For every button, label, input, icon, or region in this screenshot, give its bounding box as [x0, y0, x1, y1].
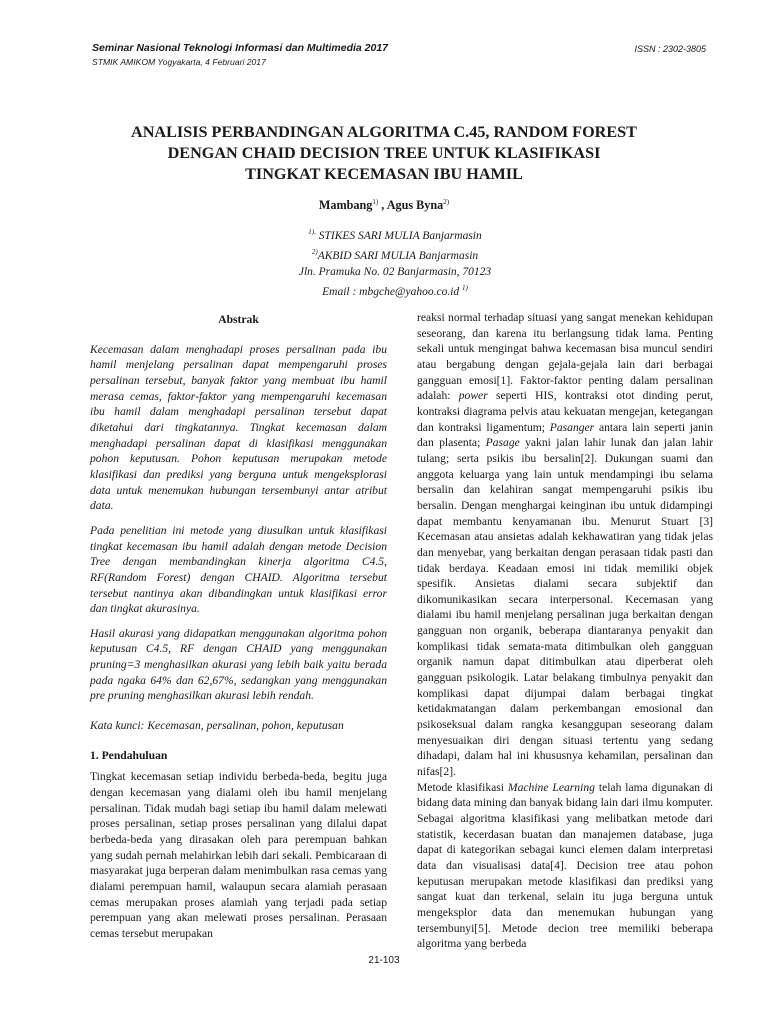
- intro-paragraph: Tingkat kecemasan setiap individu berbeda-beda, begitu juga dengan kecemasan yang dialami oleh ibu hamil menjelang persalinan. Tidak mudah bagi setiap ibu hamil dalam melewati proses persalinan, setiap proses persalinan yang dilalui dapat berbeda-beda yang dirasakan oleh para perempuan bahkan yang sudah pernah melahirkan lebih dari sekali. Pembicaraan di masyarakat juga berperan dalam menimbulkan rasa cemas yang dialami perempuan hamil, walaupun secara alamiah perasaan cemas merupakan proses alamiah yang terjadi pada setiap perempuan yang akan melewati proses persalinan. Perasaan cemas tersebut merupakan: [90, 770, 387, 940]
- keywords: [90, 718, 387, 734]
- author-separator: ,: [378, 198, 387, 213]
- affiliation-email: Email : mbgche@yahoo.co.id $^{1)}$: [322, 283, 468, 298]
- body-paragraph-2: Metode klasifikasi Machine Learning telah lama digunakan di bidang data mining dan banyak bidang lain dari ilmu komputer. Sebagai algoritma klasifikasi yang melibatkan metode dari statistik, kecerdasan buatan dan manajemen database, juga dapat di kategorikan sebagai kunci elemen dalam interpretasi data dan visualisasi data[4]. Decision tree atau pohon keputusan merupakan metode klasifikasi dan prediksi yang sangat kuat dan terkenal, selain itu juga berguna untuk mengeksplor data dan menemukan hubungan yang tersembunyi[5]. Metode decion tree memiliki beberapa algoritma yang berbeda: [417, 780, 713, 951]
- page-number: 21-103: [368, 955, 400, 966]
- title-line-1: ANALISIS PERBANDINGAN ALGORITMA C.45, RANDOM FOREST: [131, 123, 637, 141]
- left-column: [90, 310, 387, 942]
- affiliation-line-1: $^{1),}$ STIKES SARI MULIA Banjarmasin: [308, 228, 482, 242]
- section-heading: 1. Pendahuluan: [90, 748, 168, 762]
- author-1: Mambang: [318, 198, 373, 213]
- title-line-2: DENGAN CHAID DECISION TREE UNTUK KLASIFIKASI: [167, 144, 601, 162]
- conference-venue: STMIK AMIKOM Yogyakarta, 4 Februari 2017: [92, 57, 266, 67]
- conference-name: Seminar Nasional Teknologi Informasi dan Multimedia 2017: [92, 42, 389, 54]
- issn: ISSN : 2302-3805: [634, 44, 706, 54]
- keywords-label: Kata kunci:: [90, 719, 145, 733]
- affiliations: [0, 224, 768, 299]
- body-paragraph-1: reaksi normal terhadap situasi yang sangat menekan kehidupan seseorang, dan karena itu berlangsung tidak lama. Penting sekali untuk mengingat bahwa kecemasan bisa muncul sendiri atau bergabung dengan gejala-gejala lain dari berbagai gangguan emosi[1]. Faktor-faktor penting dalam persalinan adalah: power seperti HIS, kontraksi otot dinding perut, kontraksi diagrama pelvis atau kekuatan mengejan, ketegangan dan kontraksi ligamentum; Pasanger antara lain seperti janin dan plasenta; Pasage yakni jalan lahir lunak dan jalan lahir tulang; serta psikis ibu bersalin[2]. Dukungan suami dan anggota keluarga yang lain untuk mendampingi ibu selama bersalin dan kelahiran sangat mempengaruhi psikis ibu bersalin. Dengan menghargai keinginan ibu untuk didampingi dapat membantu kenyamanan ibu. Menurut Stuart [3] Kecemasan atau ansietas adalah kekhawatiran yang tidak jelas dan menyebar, yang berkaitan dengan perasaan tidak pasti dan tidak berdaya. Keadaan emosi ini tidak memiliki objek spesifik. Ansietas dialami secara subjektif dan dikomunikasikan secara interpersonal. Kecemasan yang dialami ibu hamil menjelang persalinan juga berkaitan dengan gangguan non organik, beberapa diantaranya penyakit dan komplikasi tidak semata-mata ditimbulkan oleh gangguan organik namun dapat ditimbulkan atau diperberat oleh gangguan psikologik. Latar belakang timbulnya penyakit dan komplikasi dapat dijumpai dalam berbagai tingkat ketidakmatangan dalam perkembangan emosional dan psikoseksual dalam rangka kesanggupan seseorang dalam menyesuaikan diri dengan situasi tertentu yang sedang dihadapi, dalam hal ini khususnya kehamilan, persalinan dan nifas[2].: [417, 311, 713, 779]
- abstract-heading: Abstrak: [218, 313, 259, 326]
- authors: [0, 198, 768, 213]
- abstract-paragraph-1: Kecemasan dalam menghadapi proses persalinan pada ibu hamil menjelang persalinan dapat mempengaruhi proses persalinan tersebut, banyak faktor yang membuat ibu hamil merasa cemas, faktor-faktor yang mempengaruhi kecemasan ibu hamil dalam menghadapi persalinan tersebut dapat diketahui dari tingkatannya. Tingkat kecemasan dalam menghadapi persalinan dapat di klasifikasi menggunakan pohon keputusan. Pohon keputusan merupakan metode klasifikasi dan prediksi yang berguna untuk mengeksplorasi data untuk menemukan hubungan tersembunyi antar atribut data.: [90, 342, 387, 513]
- title-line-3: TINGKAT KECEMASAN IBU HAMIL: [245, 165, 523, 183]
- running-header: [92, 42, 388, 67]
- right-column: [417, 310, 713, 952]
- keywords-list: Kecemasan, persalinan, pohon, keputusan: [144, 719, 344, 733]
- abstract-paragraph-3: Hasil akurasi yang didapatkan menggunakan algoritma pohon keputusan C4.5, RF dengan CHAID yang menggunakan pruning=3 menghasilkan akurasi yang lebih baik yaitu berada pada ngaka 64% dan 62,67%, sedangkan yang menggunakan pre pruning menghasilkan akurasi lebih rendah.: [90, 626, 387, 703]
- abstract-paragraph-2: Pada penelitian ini metode yang diusulkan untuk klasifikasi tingkat kecemasan ibu hamil adalah dengan metode Decision Tree dengan membandingkan kinerja algoritma C4.5, RF(Random Forest) dengan CHAID. Algoritma tersebut tersebut nantinya akan dibandingkan untuk klasifikasi error dan tingkat akurasinya.: [90, 523, 387, 616]
- affiliation-address: Jln. Pramuka No. 02 Banjarmasin, 70123: [298, 265, 492, 278]
- author-2: Agus Byna: [386, 198, 444, 213]
- author-1-sup: 1): [372, 198, 379, 206]
- author-2-sup: 2): [443, 198, 450, 206]
- affiliation-line-2: $^{2)}$AKBID SARI MULIA Banjarmasin: [311, 247, 479, 262]
- paper-title: [80, 122, 688, 185]
